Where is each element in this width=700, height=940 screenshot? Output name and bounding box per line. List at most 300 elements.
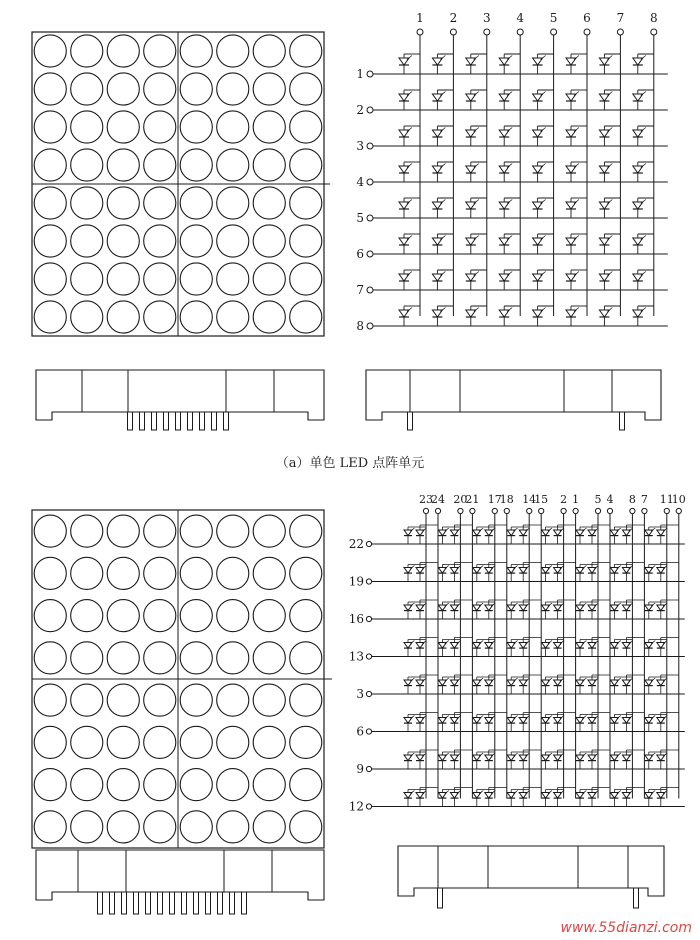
single-front-led-dot — [144, 187, 176, 219]
led-diode — [533, 128, 546, 138]
led-diode-green — [554, 566, 564, 574]
led-diode-green — [519, 603, 529, 611]
led-diode — [466, 56, 479, 66]
led-diode-green — [657, 753, 667, 761]
led-diode-green — [519, 791, 529, 799]
led-diode — [533, 164, 546, 174]
led-diode-green — [450, 641, 460, 649]
led-diode-green — [416, 566, 426, 574]
dual-front-led-dot — [34, 811, 66, 843]
row-terminal — [367, 323, 373, 329]
single-front-led-dot — [144, 301, 176, 333]
single-front-led-dot — [34, 35, 66, 67]
single-front-led-dot — [217, 149, 249, 181]
single-front-led-dot — [107, 187, 139, 219]
led-diode-green — [485, 791, 495, 799]
row-terminal — [367, 107, 373, 113]
led-diode-red — [576, 566, 586, 574]
dual-front-led-dot — [180, 726, 212, 758]
led-diode — [566, 164, 579, 174]
dual-side-pin — [134, 892, 139, 914]
led-diode-green — [485, 641, 495, 649]
led-diode — [566, 128, 579, 138]
led-diode-green — [450, 528, 460, 536]
column-terminal — [630, 508, 635, 513]
dual-side-package — [36, 850, 324, 900]
led-diode — [599, 56, 612, 66]
led-diode-red — [473, 528, 483, 536]
dual-front-led-dot — [290, 769, 322, 801]
single-front-led-dot — [34, 73, 66, 105]
dual-front-led-dot — [217, 769, 249, 801]
single-front-led-dot — [217, 111, 249, 143]
dual-front-led-dot — [217, 600, 249, 632]
led-diode-green — [588, 641, 598, 649]
dual-front-led-dot — [290, 600, 322, 632]
led-diode-red — [542, 753, 552, 761]
dual-front-led-dot — [34, 684, 66, 716]
led-diode — [432, 200, 445, 210]
led-diode — [533, 308, 546, 318]
led-diode-green — [622, 641, 632, 649]
column-label: 2 — [560, 493, 568, 506]
dual-front-led-dot — [71, 642, 103, 674]
row-label: 3 — [356, 139, 364, 153]
led-diode-green — [416, 678, 426, 686]
led-diode-green — [450, 603, 460, 611]
single-front-led-dot — [290, 263, 322, 295]
column-terminal — [573, 508, 578, 513]
row-terminal — [366, 541, 371, 546]
led-diode-red — [473, 791, 483, 799]
led-diode-red — [473, 678, 483, 686]
led-diode — [432, 164, 445, 174]
single-front-led-dot — [107, 225, 139, 257]
led-diode-red — [473, 753, 483, 761]
row-label: 1 — [356, 67, 364, 81]
dual-front-led-dot — [253, 642, 285, 674]
dual-front-led-dot — [253, 811, 285, 843]
single-front-led-dot — [253, 301, 285, 333]
led-diode — [633, 128, 646, 138]
column-label: 24 — [431, 493, 445, 506]
column-label: 4 — [606, 493, 614, 506]
column-label: 5 — [549, 11, 558, 25]
single-front-led-dot — [217, 73, 249, 105]
led-diode-red — [404, 641, 414, 649]
single-front-led-dot — [290, 73, 322, 105]
led-diode — [633, 272, 646, 282]
dual-front-led-dot — [217, 557, 249, 589]
led-diode-green — [519, 678, 529, 686]
single-front-led-dot — [34, 149, 66, 181]
led-diode-green — [622, 753, 632, 761]
dual-front-led-dot — [71, 726, 103, 758]
row-terminal — [366, 729, 371, 734]
column-terminal — [664, 508, 669, 513]
led-diode-red — [507, 716, 517, 724]
led-diode-red — [576, 678, 586, 686]
led-diode — [399, 164, 412, 174]
led-diode-red — [645, 641, 655, 649]
row-label: 12 — [348, 799, 364, 814]
row-label: 4 — [356, 175, 364, 189]
single-front-led-dot — [253, 263, 285, 295]
dual-front-led-dot — [290, 515, 322, 547]
dual-front-led-dot — [107, 726, 139, 758]
row-terminal — [367, 179, 373, 185]
led-diode-red — [645, 678, 655, 686]
led-diode-green — [657, 716, 667, 724]
led-diode-green — [657, 641, 667, 649]
led-diode — [432, 308, 445, 318]
row-terminal — [367, 287, 373, 293]
led-diode-red — [576, 716, 586, 724]
single-front-led-dot — [180, 225, 212, 257]
led-diode-green — [554, 603, 564, 611]
dual-front-led-dot — [107, 769, 139, 801]
led-diode — [633, 164, 646, 174]
dual-front-led-dot — [253, 557, 285, 589]
column-terminal — [676, 508, 681, 513]
column-label: 6 — [583, 11, 591, 25]
column-terminal — [651, 29, 657, 35]
led-diode-red — [438, 753, 448, 761]
row-label: 5 — [356, 211, 364, 225]
dual-side-pin — [110, 892, 115, 914]
dual-front-led-dot — [34, 642, 66, 674]
row-terminal — [366, 804, 371, 809]
led-diode-green — [416, 641, 426, 649]
single-front-led-dot — [290, 149, 322, 181]
dual-side-right-pin — [634, 888, 639, 908]
dual-front-led-dot — [217, 642, 249, 674]
dual-front-led-dot — [34, 557, 66, 589]
single-front-led-dot — [180, 111, 212, 143]
led-diode-red — [473, 603, 483, 611]
led-diode-red — [507, 566, 517, 574]
dual-front-led-dot — [107, 600, 139, 632]
led-diode-red — [507, 678, 517, 686]
column-label: 8 — [628, 493, 636, 506]
column-label: 2 — [449, 11, 458, 25]
column-label: 7 — [640, 493, 648, 506]
led-diode-red — [404, 753, 414, 761]
row-terminal — [367, 215, 373, 221]
single-front-led-dot — [144, 263, 176, 295]
dual-side-pin — [230, 892, 235, 914]
led-diode-red — [542, 678, 552, 686]
led-diode-red — [542, 603, 552, 611]
led-diode-red — [542, 641, 552, 649]
dual-front-led-dot — [144, 726, 176, 758]
dual-front-led-dot — [144, 515, 176, 547]
single-side-right-pin — [620, 412, 625, 430]
led-diode-red — [576, 641, 586, 649]
single-front-led-dot — [253, 111, 285, 143]
led-diode-green — [588, 678, 598, 686]
single-front-led-dot — [144, 225, 176, 257]
led-diode — [432, 236, 445, 246]
column-terminal — [551, 29, 557, 35]
dual-front-led-dot — [180, 811, 212, 843]
column-terminal — [561, 508, 566, 513]
led-diode-red — [404, 528, 414, 536]
led-diode-green — [450, 753, 460, 761]
dual-front-led-dot — [253, 515, 285, 547]
led-diode — [599, 236, 612, 246]
led-diode-green — [450, 678, 460, 686]
led-diode — [399, 236, 412, 246]
column-label: 21 — [465, 493, 480, 506]
single-front-led-dot — [217, 225, 249, 257]
led-diode-red — [542, 566, 552, 574]
row-terminal — [366, 579, 371, 584]
single-front-led-dot — [253, 225, 285, 257]
led-diode — [432, 56, 445, 66]
led-diode — [466, 272, 479, 282]
single-front-led-dot — [71, 149, 103, 181]
led-diode-green — [622, 791, 632, 799]
led-diode — [566, 92, 579, 102]
led-diode — [633, 56, 646, 66]
led-diode — [633, 200, 646, 210]
led-diode-green — [519, 528, 529, 536]
led-diode-green — [588, 753, 598, 761]
led-diode-red — [576, 753, 586, 761]
led-diode — [599, 128, 612, 138]
column-terminal — [470, 508, 475, 513]
single-front-led-dot — [144, 149, 176, 181]
dual-front-led-dot — [34, 726, 66, 758]
led-diode — [566, 56, 579, 66]
led-diode-green — [554, 641, 564, 649]
column-label: 1 — [572, 493, 580, 506]
led-diode-green — [416, 753, 426, 761]
led-diode-red — [404, 678, 414, 686]
led-diode — [599, 164, 612, 174]
single-front-led-dot — [290, 35, 322, 67]
led-diode-red — [404, 791, 414, 799]
single-front-led-dot — [144, 35, 176, 67]
column-terminal — [607, 508, 612, 513]
single-side-pin — [152, 412, 157, 430]
row-label: 6 — [356, 724, 364, 739]
dual-front-led-dot — [144, 600, 176, 632]
column-label: 11 — [659, 493, 674, 506]
single-front-led-dot — [107, 149, 139, 181]
led-diode — [566, 272, 579, 282]
led-diode — [399, 92, 412, 102]
row-label: 8 — [356, 319, 364, 333]
single-front-led-dot — [290, 111, 322, 143]
dual-front-led-dot — [180, 515, 212, 547]
led-diode-green — [622, 566, 632, 574]
dual-side-right-pin — [438, 888, 443, 908]
led-diode — [399, 56, 412, 66]
led-diode — [533, 56, 546, 66]
led-diode — [499, 308, 512, 318]
led-diode-red — [645, 753, 655, 761]
led-diode — [399, 128, 412, 138]
led-diode-red — [507, 603, 517, 611]
led-diode-green — [519, 716, 529, 724]
column-label: 17 — [487, 493, 502, 506]
led-diode-green — [554, 716, 564, 724]
single-front-led-dot — [107, 35, 139, 67]
dual-front-led-dot — [71, 769, 103, 801]
dual-front-led-dot — [180, 600, 212, 632]
led-diode — [533, 272, 546, 282]
single-side-pin — [176, 412, 181, 430]
dual-front-led-dot — [180, 642, 212, 674]
led-diode — [599, 92, 612, 102]
led-diode — [633, 308, 646, 318]
single-front-led-dot — [71, 225, 103, 257]
dual-front-led-dot — [107, 515, 139, 547]
single-side-right-pin — [408, 412, 413, 430]
led-diode-red — [610, 791, 620, 799]
led-diode-green — [622, 678, 632, 686]
led-diode — [633, 236, 646, 246]
dual-front-led-dot — [180, 557, 212, 589]
led-diode — [399, 200, 412, 210]
single-front-led-dot — [180, 263, 212, 295]
single-front-led-dot — [34, 111, 66, 143]
single-side-pin — [164, 412, 169, 430]
single-front-led-dot — [34, 225, 66, 257]
led-diode-red — [404, 566, 414, 574]
dual-front-led-dot — [107, 684, 139, 716]
dual-front-led-dot — [290, 642, 322, 674]
dual-front-led-dot — [290, 726, 322, 758]
led-diode-red — [645, 528, 655, 536]
row-terminal — [366, 616, 371, 621]
led-diode — [499, 56, 512, 66]
single-front-led-dot — [180, 35, 212, 67]
led-diode-red — [473, 641, 483, 649]
led-diode-red — [438, 791, 448, 799]
row-terminal — [367, 143, 373, 149]
led-diode-green — [450, 566, 460, 574]
dual-front-led-dot — [253, 600, 285, 632]
dual-front-led-dot — [107, 811, 139, 843]
dual-front-led-dot — [253, 769, 285, 801]
led-diode-red — [438, 641, 448, 649]
column-terminal — [584, 29, 590, 35]
single-front-led-dot — [144, 111, 176, 143]
dual-front-led-dot — [180, 769, 212, 801]
dual-front-led-dot — [180, 684, 212, 716]
column-terminal — [642, 508, 647, 513]
led-diode-green — [450, 716, 460, 724]
led-diode-green — [519, 566, 529, 574]
dual-front-led-dot — [71, 557, 103, 589]
led-diode-red — [645, 716, 655, 724]
led-diode-red — [438, 603, 448, 611]
single-front-led-dot — [217, 35, 249, 67]
column-label: 20 — [453, 493, 468, 506]
led-diode-red — [438, 528, 448, 536]
single-front-led-dot — [253, 187, 285, 219]
row-terminal — [366, 691, 371, 696]
led-diode — [633, 92, 646, 102]
led-diode — [499, 200, 512, 210]
column-terminal — [504, 508, 509, 513]
led-diode-red — [576, 791, 586, 799]
dual-front-led-dot — [217, 684, 249, 716]
led-diode-green — [588, 603, 598, 611]
column-label: 18 — [499, 493, 514, 506]
led-diode-red — [610, 566, 620, 574]
led-diode-green — [485, 678, 495, 686]
single-front-led-dot — [217, 187, 249, 219]
led-diode-red — [610, 716, 620, 724]
dual-front-led-dot — [107, 557, 139, 589]
caption-single-color: （a）单色 LED 点阵单元 — [275, 456, 425, 471]
dual-front-led-dot — [217, 811, 249, 843]
led-diode — [432, 272, 445, 282]
led-diode-red — [576, 603, 586, 611]
led-diode-red — [610, 678, 620, 686]
led-diode-red — [645, 791, 655, 799]
dual-side-pin — [122, 892, 127, 914]
single-front-led-dot — [217, 263, 249, 295]
column-terminal — [435, 508, 440, 513]
single-side-pin — [212, 412, 217, 430]
led-diode-green — [622, 716, 632, 724]
led-diode — [599, 200, 612, 210]
dual-front-led-dot — [34, 515, 66, 547]
single-front-led-dot — [180, 149, 212, 181]
dual-side-pin — [182, 892, 187, 914]
single-front-led-dot — [107, 263, 139, 295]
dual-front-led-dot — [71, 684, 103, 716]
led-diode — [533, 92, 546, 102]
column-terminal — [617, 29, 623, 35]
led-diode — [533, 200, 546, 210]
single-front-led-dot — [290, 301, 322, 333]
led-diode-red — [507, 753, 517, 761]
led-diode-red — [542, 716, 552, 724]
led-diode-green — [588, 716, 598, 724]
column-terminal — [484, 29, 490, 35]
dual-front-led-dot — [144, 769, 176, 801]
column-terminal — [595, 508, 600, 513]
single-side-pin — [140, 412, 145, 430]
row-terminal — [366, 766, 371, 771]
led-diode-green — [416, 791, 426, 799]
led-diode-green — [622, 603, 632, 611]
led-diode-red — [473, 716, 483, 724]
row-label: 7 — [356, 283, 364, 297]
row-terminal — [366, 654, 371, 659]
dual-side-pin — [146, 892, 151, 914]
led-diode-green — [450, 791, 460, 799]
single-front-led-dot — [290, 225, 322, 257]
single-front-led-dot — [71, 35, 103, 67]
led-diode — [466, 236, 479, 246]
led-diode-green — [554, 528, 564, 536]
led-diode-green — [519, 641, 529, 649]
dual-front-led-dot — [144, 557, 176, 589]
watermark: www.55dianzi.com — [560, 920, 692, 936]
dual-front-led-dot — [34, 769, 66, 801]
row-label: 3 — [356, 687, 364, 701]
led-diode-red — [438, 678, 448, 686]
led-diode-green — [416, 603, 426, 611]
single-front-led-dot — [107, 111, 139, 143]
